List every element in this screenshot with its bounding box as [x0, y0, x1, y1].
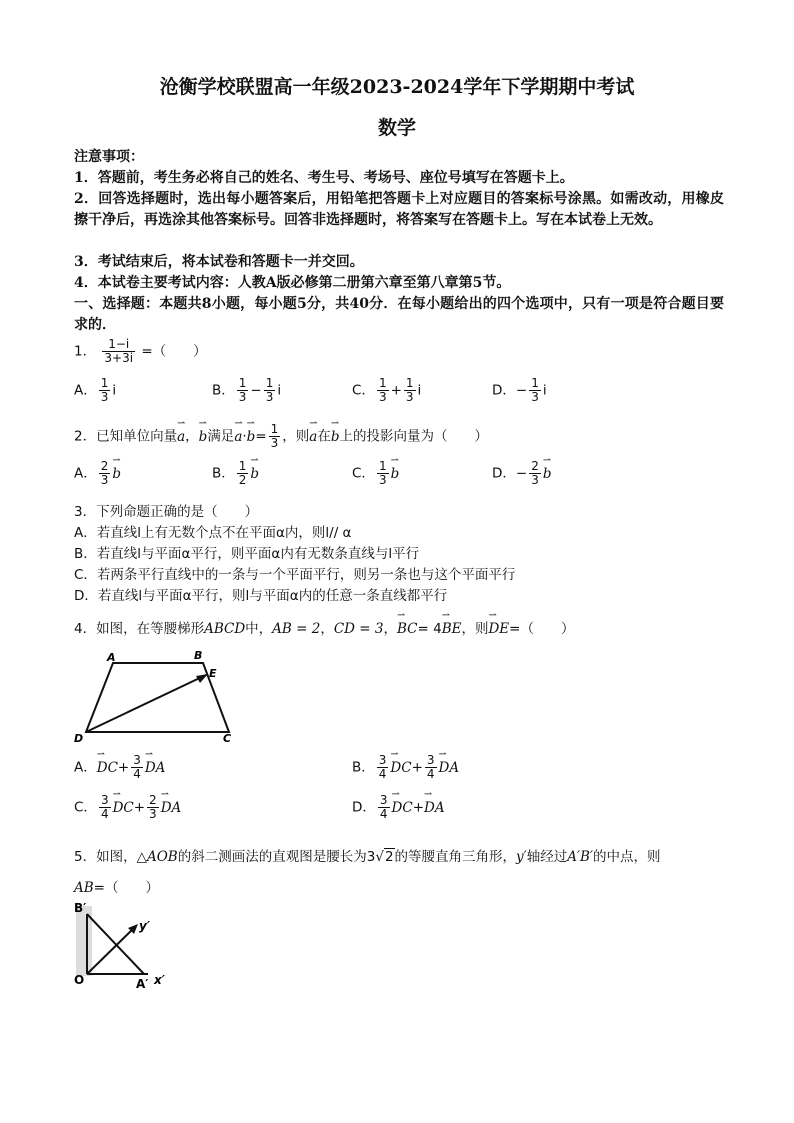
q4-option-c: C． $\frac{3}{4}$ ⇀ DC+ $\frac{2}{3}$ ⇀ DA: [74, 794, 181, 821]
q1-option-b: B． $\frac{1}{3}$ − $\frac{1}{3}$ i: [212, 376, 282, 404]
label-b: B: [194, 649, 203, 662]
label-a-prime: A′: [136, 977, 149, 990]
label-o: O: [74, 973, 85, 987]
label-y-prime: y′: [139, 919, 150, 933]
q3-option-a: A．若直线l上有无数个点不在平面α内，则l// α: [74, 525, 352, 541]
q4-option-a: A．⇀ DC+ $\frac{3}{4}$ ⇀ DA: [74, 754, 165, 781]
question-3-stem: 3．下列命题正确的是（ ）: [74, 504, 259, 520]
label-c: C: [223, 732, 232, 745]
q2-option-a: A． $\frac{2}{3}$ ⇀ b: [74, 460, 121, 487]
label-d: D: [74, 732, 84, 745]
notes-heading: 注意事项：: [74, 149, 144, 165]
section-heading: 一、选择题：本题共8小题，每小题5分，共40分．在每小题给出的四个选项中，只有一项是符合题目要求的．: [74, 296, 724, 333]
q1-fraction: $\frac{1-i}{3+3i}$: [104, 337, 134, 365]
label-e: E: [209, 667, 217, 680]
q3-option-d: D．若直线l与平面α平行，则l与平面α内的任意一条直线都平行: [74, 588, 448, 604]
question-1: [74, 338, 207, 365]
q4-option-b: B． $\frac{3}{4}$ ⇀ DC+ $\frac{3}{4}$ ⇀ DA: [352, 754, 459, 781]
q2-option-c: C． $\frac{1}{3}$ ⇀ b: [352, 460, 399, 487]
oblique-triangle-figure: [70, 898, 180, 990]
subject-title: 数学: [377, 117, 416, 139]
trapezoid-figure: [72, 645, 242, 745]
y-prime-axis: [87, 926, 136, 974]
q1-option-d: D．− $\frac{1}{3}$ i: [492, 376, 547, 404]
q3-option-c: C．若两条平行直线中的一条与一个平面平行，则另一条也与这个平面平行: [74, 567, 516, 583]
note-item: 3．考试结束后，将本试卷和答题卡一并交回。: [74, 254, 364, 270]
note-item: 4．本试卷主要考试内容：人教A版必修第二册第六章至第八章第5节。: [74, 275, 511, 291]
question-5: 5．如图，△AOB的斜二测画法的直观图是腰长为3√2的等腰直角三角形，y′轴经过A′B′的中点，则: [74, 849, 661, 865]
note-item: 1．答题前，考生务必将自己的姓名、考生号、考场号、座位号填写在答题卡上。: [74, 170, 574, 186]
exam-title: 沧衡学校联盟高一年级2023-2024学年下学期期中考试: [159, 76, 635, 98]
q3-option-b: B．若直线l与平面α平行，则平面α内有无数条直线与l平行: [74, 546, 420, 562]
q1-tail: =（ ）: [141, 343, 207, 360]
q4-option-d: D． $\frac{3}{4}$ ⇀ DC+⇀ DA: [352, 794, 445, 821]
q1-number: 1．: [74, 343, 97, 360]
label-a: A: [107, 651, 116, 664]
note-item: 2．回答选择题时，选出每小题答案后，用铅笔把答题卡上对应题目的答案标号涂黑。如需改动，用橡皮擦干净后，再选涂其他答案标号。回答非选择题时，将答案写在答题卡上。写在本试卷上无效。: [74, 191, 724, 228]
question-5-tail: AB=（ ）: [74, 880, 159, 896]
label-x-prime: x′: [154, 973, 165, 987]
arrowhead: [196, 674, 208, 683]
q2-option-b: B． $\frac{1}{2}$ ⇀ b: [212, 460, 259, 487]
question-2: 2．已知单位向量⇀ a，⇀ b满足⇀ a·⇀ b= $\frac{1}{3}$ ，则⇀ a在⇀ b上的投影向量为（ ）: [74, 423, 488, 450]
question-4: 4．如图，在等腰梯形ABCD中，AB = 2，CD = 3，⇀ BC= 4⇀ BE，则⇀ DE=（ ）: [74, 617, 574, 637]
label-b-prime: B′: [74, 901, 87, 915]
q2-option-d: D．− $\frac{2}{3}$ ⇀ b: [492, 460, 552, 487]
q1-option-c: C． $\frac{1}{3}$ + $\frac{1}{3}$ i: [352, 376, 422, 404]
q1-option-a: A． $\frac{1}{3}$ i: [74, 376, 117, 404]
